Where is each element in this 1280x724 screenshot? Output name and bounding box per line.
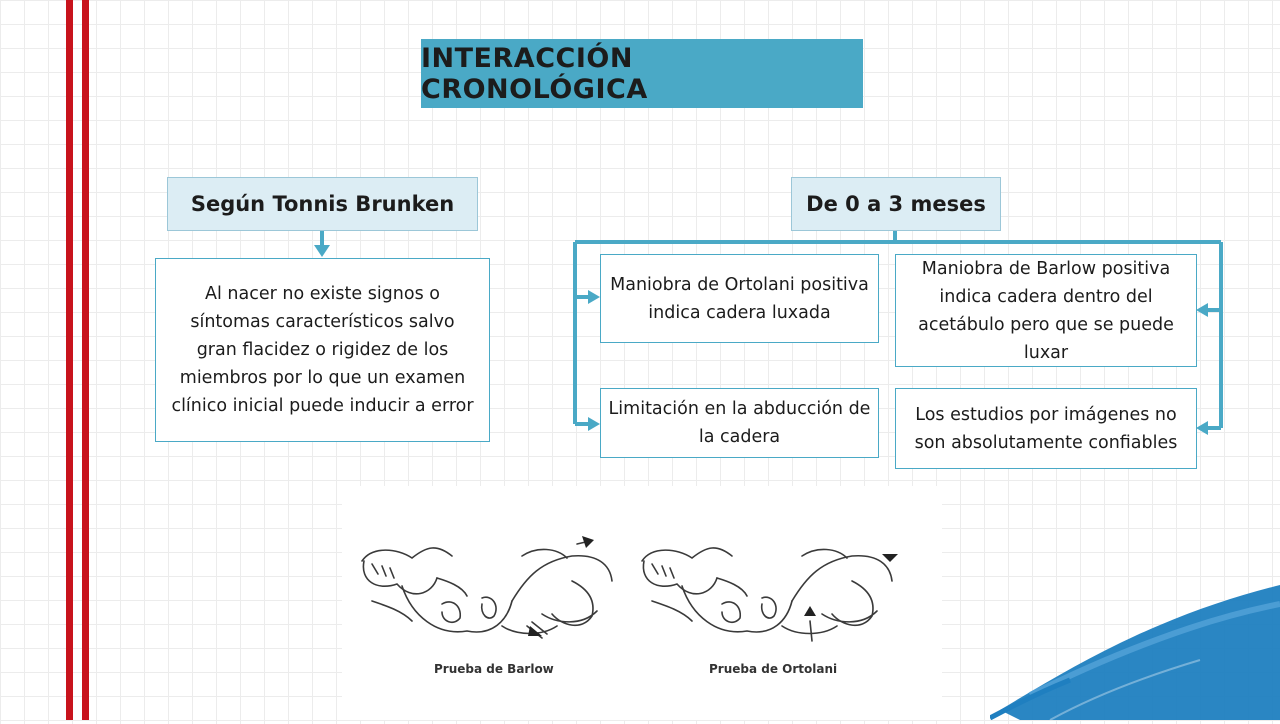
blue-brush-decoration (990, 570, 1280, 720)
right-heading: De 0 a 3 meses (791, 177, 1001, 231)
baby-hip-drawing (342, 486, 942, 720)
caption-barlow: Prueba de Barlow (434, 662, 554, 676)
box-barlow: Maniobra de Barlow positiva indica cadera dentro del acetábulo pero que se puede luxar (895, 254, 1197, 367)
left-heading: Según Tonnis Brunken (167, 177, 478, 231)
arrow-icon (882, 554, 898, 562)
slide-title: INTERACCIÓN CRONOLÓGICA (421, 39, 863, 108)
box-abduccion: Limitación en la abducción de la cadera (600, 388, 879, 458)
arrow-icon (804, 606, 816, 616)
box-ortolani: Maniobra de Ortolani positiva indica cadera luxada (600, 254, 879, 343)
hip-test-illustration (342, 486, 942, 720)
box-imagenes: Los estudios por imágenes no son absolutamente confiables (895, 388, 1197, 469)
caption-ortolani: Prueba de Ortolani (709, 662, 838, 676)
left-description-box: Al nacer no existe signos o síntomas característicos salvo gran flacidez o rigidez de los miembros por lo que un examen clínico inicial puede inducir a error (155, 258, 490, 442)
